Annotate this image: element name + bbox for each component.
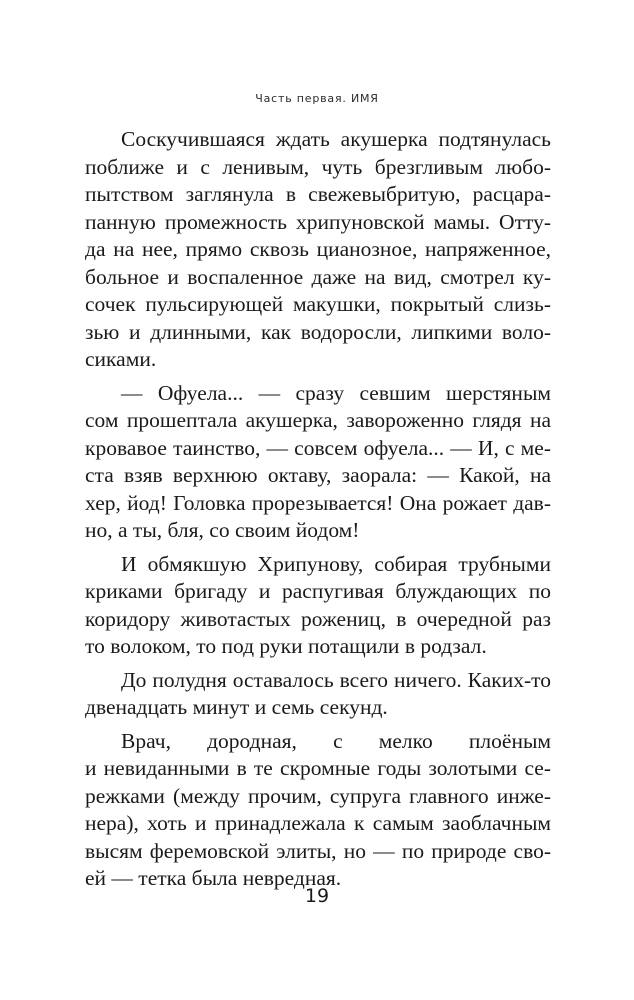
- text-line: И обмякшую Хрипунову, собирая трубными: [121, 551, 551, 576]
- text-line: — Офуела... — сразу севшим шерстяным: [121, 380, 551, 405]
- text-line: сиками.: [85, 347, 157, 371]
- text-line: криками бригаду и распугивая блуждающих по: [85, 579, 551, 603]
- text-line: зью и длинными, как водоросли, липкими воло-: [85, 319, 551, 344]
- body-text: [85, 126, 551, 899]
- text-line: двенадцать минут и семь секунд.: [85, 695, 388, 719]
- text-line: кровавое таинство, — совсем офуела... — И, с ме-: [85, 435, 551, 460]
- text-line: поближе и с ленивым, чуть брезгливым любо-: [85, 154, 551, 179]
- page-number: 19: [304, 885, 330, 907]
- text-line: сом прошептала акушерка, завороженно глядя на: [85, 408, 551, 432]
- text-line: но, а ты, бля, со своим йодом!: [85, 518, 360, 542]
- text-line: нера), хоть и принадлежала к самым заоблачным: [85, 811, 551, 835]
- text-line: пытством заглянула в свежевыбритую, расцара-: [85, 182, 551, 206]
- text-line: коридору животастых рожениц, в очередной раз: [85, 606, 551, 631]
- text-line: режками (между прочим, супруга главного инже-: [85, 783, 551, 808]
- text-line: высям феремовской элиты, но — по природе сво-: [85, 838, 551, 863]
- text-line: До полудня оставалось всего ничего. Каких-то: [121, 667, 551, 692]
- text-line: и невиданными в те скромные годы золотыми се-: [85, 756, 551, 780]
- text-line: больное и воспаленное даже на вид, смотрел ку-: [85, 264, 551, 289]
- text-line: хер, йод! Головка прорезывается! Она рожает дав-: [85, 490, 551, 515]
- text-line: Соскучившаяся ждать акушерка подтянулась: [121, 127, 551, 151]
- paragraph: [85, 380, 551, 545]
- text-line: да на нее, прямо сквозь цианозное, напряженное,: [85, 237, 551, 261]
- text-line: ста взяв верхнюю октаву, заорала: — Какой, на: [85, 463, 551, 487]
- running-head: Часть первая. ИМЯ: [255, 92, 379, 105]
- text-line: сочек пульсирующей макушки, покрытый слизь-: [85, 292, 551, 316]
- paragraph: [85, 551, 551, 661]
- paragraph: [85, 667, 551, 722]
- text-line: то волоком, то под руки потащили в родзал.: [85, 634, 487, 658]
- paragraph: [85, 728, 551, 893]
- paragraph: [85, 126, 551, 374]
- text-line: Врач, дородная, с мелко плоёным: [121, 728, 551, 753]
- text-line: панную промежность хрипуновской мамы. Отту-: [85, 209, 551, 234]
- text-line: ей — тетка была невредная.: [85, 866, 342, 890]
